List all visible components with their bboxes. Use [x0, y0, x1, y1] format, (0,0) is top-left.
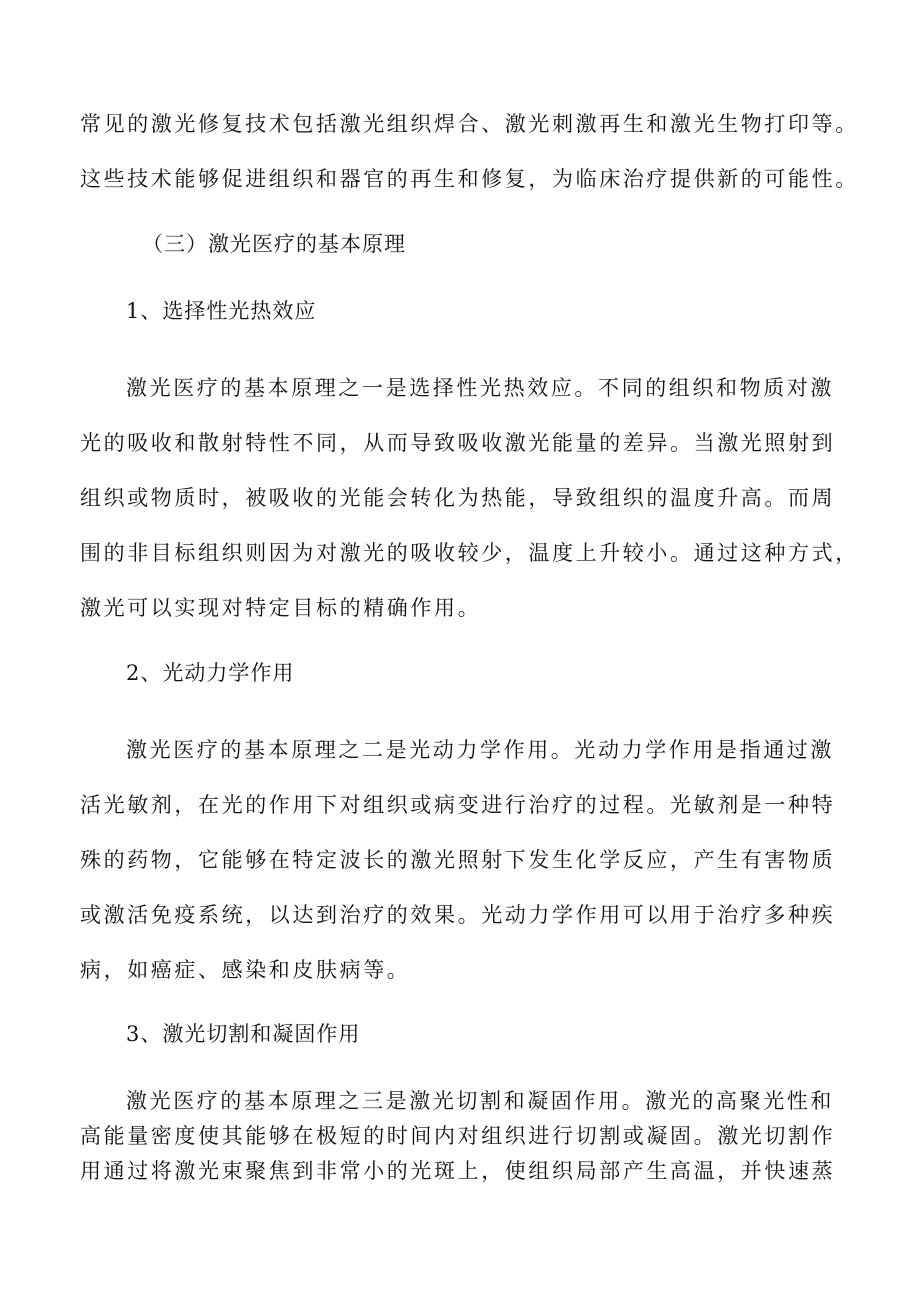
- section-heading: （三）激光医疗的基本原理: [142, 232, 406, 256]
- paragraph-line: 活光敏剂，在光的作用下对组织或病变进行治疗的过程。光敏剂是一种特: [80, 793, 836, 817]
- paragraph-line: 围的非目标组织则因为对激光的吸收较少，温度上升较小。通过这种方式，: [80, 541, 859, 565]
- paragraph-line: 高能量密度使其能够在极短的时间内对组织进行切割或凝固。激光切割作: [80, 1124, 836, 1148]
- paragraph-line: 用通过将激光束聚焦到非常小的光斑上，使组织局部产生高温，并快速蒸: [80, 1159, 836, 1183]
- paragraph-line: 激光医疗的基本原理之三是激光切割和凝固作用。激光的高聚光性和: [126, 1089, 834, 1113]
- paragraph-line: 这些技术能够促进组织和器官的再生和修复，为临床治疗提供新的可能性。: [80, 167, 859, 191]
- paragraph-line: 光的吸收和散射特性不同，从而导致吸收激光能量的差异。当激光照射到: [80, 431, 836, 455]
- paragraph-line: 组织或物质时，被吸收的光能会转化为热能，导致组织的温度升高。而周: [80, 486, 836, 510]
- paragraph-line: 或激活免疫系统，以达到治疗的效果。光动力学作用可以用于治疗多种疾: [80, 903, 836, 927]
- subsection-heading-3: 3、激光切割和凝固作用: [126, 1022, 361, 1046]
- paragraph-line: 激光可以实现对特定目标的精确作用。: [80, 596, 482, 620]
- paragraph-line: 激光医疗的基本原理之一是选择性光热效应。不同的组织和物质对激: [126, 376, 834, 400]
- paragraph-line: 殊的药物，它能够在特定波长的激光照射下发生化学反应，产生有害物质: [80, 848, 836, 872]
- paragraph-line: 激光医疗的基本原理之二是光动力学作用。光动力学作用是指通过激: [126, 738, 834, 762]
- subsection-heading-2: 2、光动力学作用: [126, 661, 295, 685]
- paragraph-line: 病，如癌症、感染和皮肤病等。: [80, 958, 411, 982]
- paragraph-line: 常见的激光修复技术包括激光组织焊合、激光刺激再生和激光生物打印等。: [80, 112, 859, 136]
- subsection-heading-1: 1、选择性光热效应: [126, 299, 317, 323]
